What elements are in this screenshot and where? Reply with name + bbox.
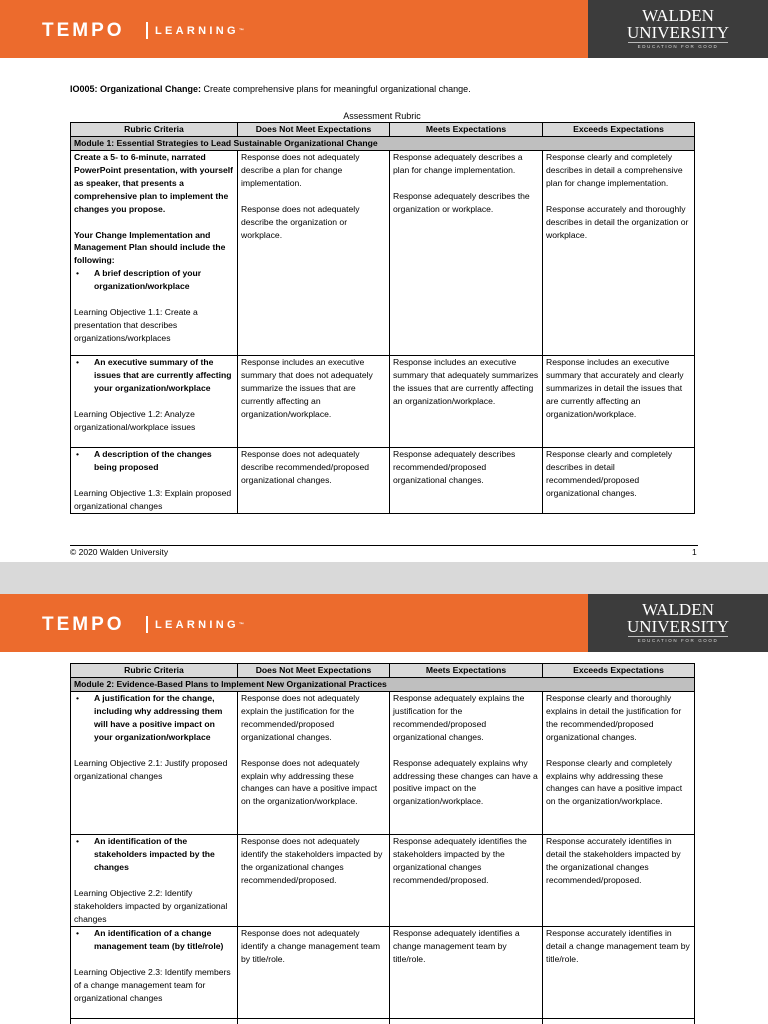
bullet-item: • A justification for the change, including why addressing them will have a positive impact on your organization/workplace (74, 692, 234, 744)
bullet-item: • A description of the changes being proposed (74, 448, 234, 474)
learning-objective: Learning Objective 2.1: Justify proposed organizational changes (74, 757, 228, 781)
bullet-item: • A brief description of your organization/workplace (74, 267, 234, 293)
footer-copyright: © 2020 Walden University (70, 547, 169, 557)
criteria-cell (71, 835, 238, 927)
walden-logo-rule (628, 42, 728, 43)
cell-text: Response does not adequately explain why addressing these changes can have a positive impact on the organization/workplace. (241, 757, 378, 807)
walden-logo (588, 0, 768, 58)
cell-text: Response clearly and completely describes in detail a comprehensive plan for change implementation. (546, 152, 683, 188)
criteria-cell (71, 692, 238, 835)
trademark-symbol: ™ (238, 28, 244, 34)
logo-divider (146, 616, 148, 633)
logo-divider (146, 22, 148, 39)
bullet-text: An identification of a change management team (by title/role) (94, 928, 224, 951)
bullet-text: A justification for the change, including why addressing them will have a positive impact on your organization/workplace (94, 693, 223, 742)
meets-cell: Response includes an executive summary that adequately summarizes the issues that are currently affecting an organization/workplace. (390, 356, 543, 448)
criteria-cell (71, 151, 238, 356)
meets-cell: Response adequately identifies a change management team by title/role. (390, 927, 543, 1019)
rubric-header-row (71, 664, 695, 678)
header-banner (0, 0, 768, 58)
learning-objective: Learning Objective 1.1: Create a presentation that describes organizations/workplaces (74, 307, 198, 343)
table-row (71, 356, 695, 448)
cell-text: Response does not adequately describe the organization or workplace. (241, 203, 360, 240)
criteria-intro: Create a 5- to 6-minute, narrated PowerPoint presentation, with yourself as speaker, that presents a comprehensive plan to implement the changes you propose. (74, 152, 234, 214)
module-title: Module 2: Evidence-Based Plans to Implement New Organizational Practices (71, 678, 695, 692)
cell-text: Response adequately explains the justification for the recommended/proposed organizational changes. (393, 693, 525, 742)
does-not-meet-cell: Response includes an executive summary that does not adequately summarize the issues that are currently affecting an organization/workplace. (238, 356, 390, 448)
learning-logo-text (155, 618, 244, 632)
does-not-meet-cell: Response does not adequately describe recommended/proposed organizational changes. (238, 448, 390, 514)
column-header: Does Not Meet Expectations (238, 123, 390, 137)
criteria-plan-note: Your Change Implementation and Management Plan should include the following: (74, 229, 226, 266)
column-header: Rubric Criteria (71, 664, 238, 678)
column-header: Rubric Criteria (71, 123, 238, 137)
does-not-meet-cell (238, 1019, 390, 1024)
walden-tagline: EDUCATION FOR GOOD (637, 638, 719, 643)
bullet-text: An identification of the stakeholders impacted by the changes (94, 836, 215, 872)
column-header: Meets Expectations (390, 664, 543, 678)
exceeds-cell (543, 692, 695, 835)
cell-text: Response adequately describes a plan for change implementation. (393, 152, 523, 175)
exceeds-cell: Response accurately identifies in detail the stakeholders impacted by the organizational changes recommended/proposed. (543, 835, 695, 927)
does-not-meet-cell: Response does not adequately identify the stakeholders impacted by the organizational changes recommended/proposed. (238, 835, 390, 927)
bullet-text: A description of the changes being proposed (94, 449, 212, 472)
walden-logo-rule (628, 636, 728, 637)
table-row (71, 448, 695, 514)
bullet-item: • An identification of a change management team (by title/role) (74, 927, 234, 953)
walden-logo-line1: WALDEN (642, 6, 714, 25)
bullet-item: • An identification of the stakeholders impacted by the changes (74, 835, 234, 874)
table-row (71, 927, 695, 1019)
outcome-text: Create comprehensive plans for meaningful organizational change. (201, 84, 471, 94)
exceeds-cell: Response includes an executive summary that accurately and clearly summarizes in detail the issues that are currently affecting an organization/workplace. (543, 356, 695, 448)
meets-cell: Response adequately describes recommended/proposed organizational changes. (390, 448, 543, 514)
bullet-item: • An executive summary of the issues that are currently affecting your organization/workplace (74, 356, 234, 395)
learning-word: LEARNING (155, 25, 239, 37)
cell-text: Response does not adequately describe a plan for change implementation. (241, 152, 360, 188)
module-title: Module 1: Essential Strategies to Lead Sustainable Organizational Change (71, 137, 695, 151)
learning-objective: Learning Objective 2.2: Identify stakeholders impacted by organizational changes (74, 887, 228, 924)
meets-cell (390, 151, 543, 356)
column-header: Meets Expectations (390, 123, 543, 137)
exceeds-cell: Response clearly and completely describes in detail recommended/proposed organizational changes. (543, 448, 695, 514)
learning-objective: Learning Objective 1.3: Explain proposed organizational changes (74, 487, 232, 511)
cell-text: Response adequately describes the organization or workplace. (393, 190, 530, 214)
bullet-text: A brief description of your organization/workplace (94, 268, 202, 292)
meets-cell: Response adequately identifies the stakeholders impacted by the organizational changes recommended/proposed. (390, 835, 543, 927)
exceeds-cell (543, 151, 695, 356)
cell-text: Response does not adequately explain the justification for the recommended/proposed organizational changes. (241, 693, 360, 742)
tempo-logo-text: TEMPO (42, 20, 125, 41)
table-row (71, 835, 695, 927)
module-row (71, 137, 695, 151)
rubric-title: Assessment Rubric (343, 111, 421, 121)
cell-text: Response clearly and completely explains why addressing these changes can have a positive impact on the organization/workplace. (546, 757, 683, 807)
criteria-cell (71, 927, 238, 1019)
learning-word: LEARNING (155, 619, 239, 631)
column-header: Exceeds Expectations (543, 664, 695, 678)
rubric-table-page-1 (70, 122, 695, 514)
meets-cell (390, 692, 543, 835)
table-row-partial (71, 1019, 695, 1024)
criteria-cell (71, 356, 238, 448)
bullet-text: An executive summary of the issues that are currently affecting your organization/workplace (94, 357, 232, 393)
cell-text: Response accurately and thoroughly describes in detail the organization or workplace. (546, 203, 689, 240)
walden-logo-line1: WALDEN (642, 600, 714, 619)
header-banner (0, 594, 768, 652)
column-header: Exceeds Expectations (543, 123, 695, 137)
module-row (71, 678, 695, 692)
rubric-table-page-2 (70, 663, 695, 1024)
table-row (71, 151, 695, 356)
learning-objective: Learning Objective 1.2: Analyze organizational/workplace issues (74, 408, 196, 432)
does-not-meet-cell (238, 151, 390, 356)
learning-outcome (70, 83, 710, 95)
document-page-2 (0, 594, 768, 1024)
criteria-cell (71, 448, 238, 514)
does-not-meet-cell: Response does not adequately identify a change management team by title/role. (238, 927, 390, 1019)
footer-rule (70, 545, 698, 546)
walden-tagline: EDUCATION FOR GOOD (637, 44, 719, 49)
learning-logo-text (155, 24, 244, 38)
trademark-symbol: ™ (238, 622, 244, 628)
page-number: 1 (692, 547, 697, 557)
does-not-meet-cell (238, 692, 390, 835)
outcome-title: IO005: Organizational Change: (70, 84, 202, 94)
cell-text: Response adequately explains why addressing these changes can have a positive impact on the organization/workplace. (393, 757, 538, 807)
meets-cell (390, 1019, 543, 1024)
rubric-header-row (71, 123, 695, 137)
walden-logo (588, 594, 768, 652)
table-row (71, 692, 695, 835)
column-header: Does Not Meet Expectations (238, 664, 390, 678)
walden-logo-line2: UNIVERSITY (627, 23, 729, 42)
cell-text: Response clearly and thoroughly explains in detail the justification for the recommended/proposed organizational changes. (546, 693, 682, 742)
tempo-logo-text: TEMPO (42, 614, 125, 635)
walden-logo-line2: UNIVERSITY (627, 617, 729, 636)
learning-objective: Learning Objective 2.3: Identify members of a change management team for organizational changes (74, 966, 231, 1003)
exceeds-cell: Response accurately identifies in detail a change management team by title/role. (543, 927, 695, 1019)
exceeds-cell (543, 1019, 695, 1024)
criteria-cell (71, 1019, 238, 1024)
